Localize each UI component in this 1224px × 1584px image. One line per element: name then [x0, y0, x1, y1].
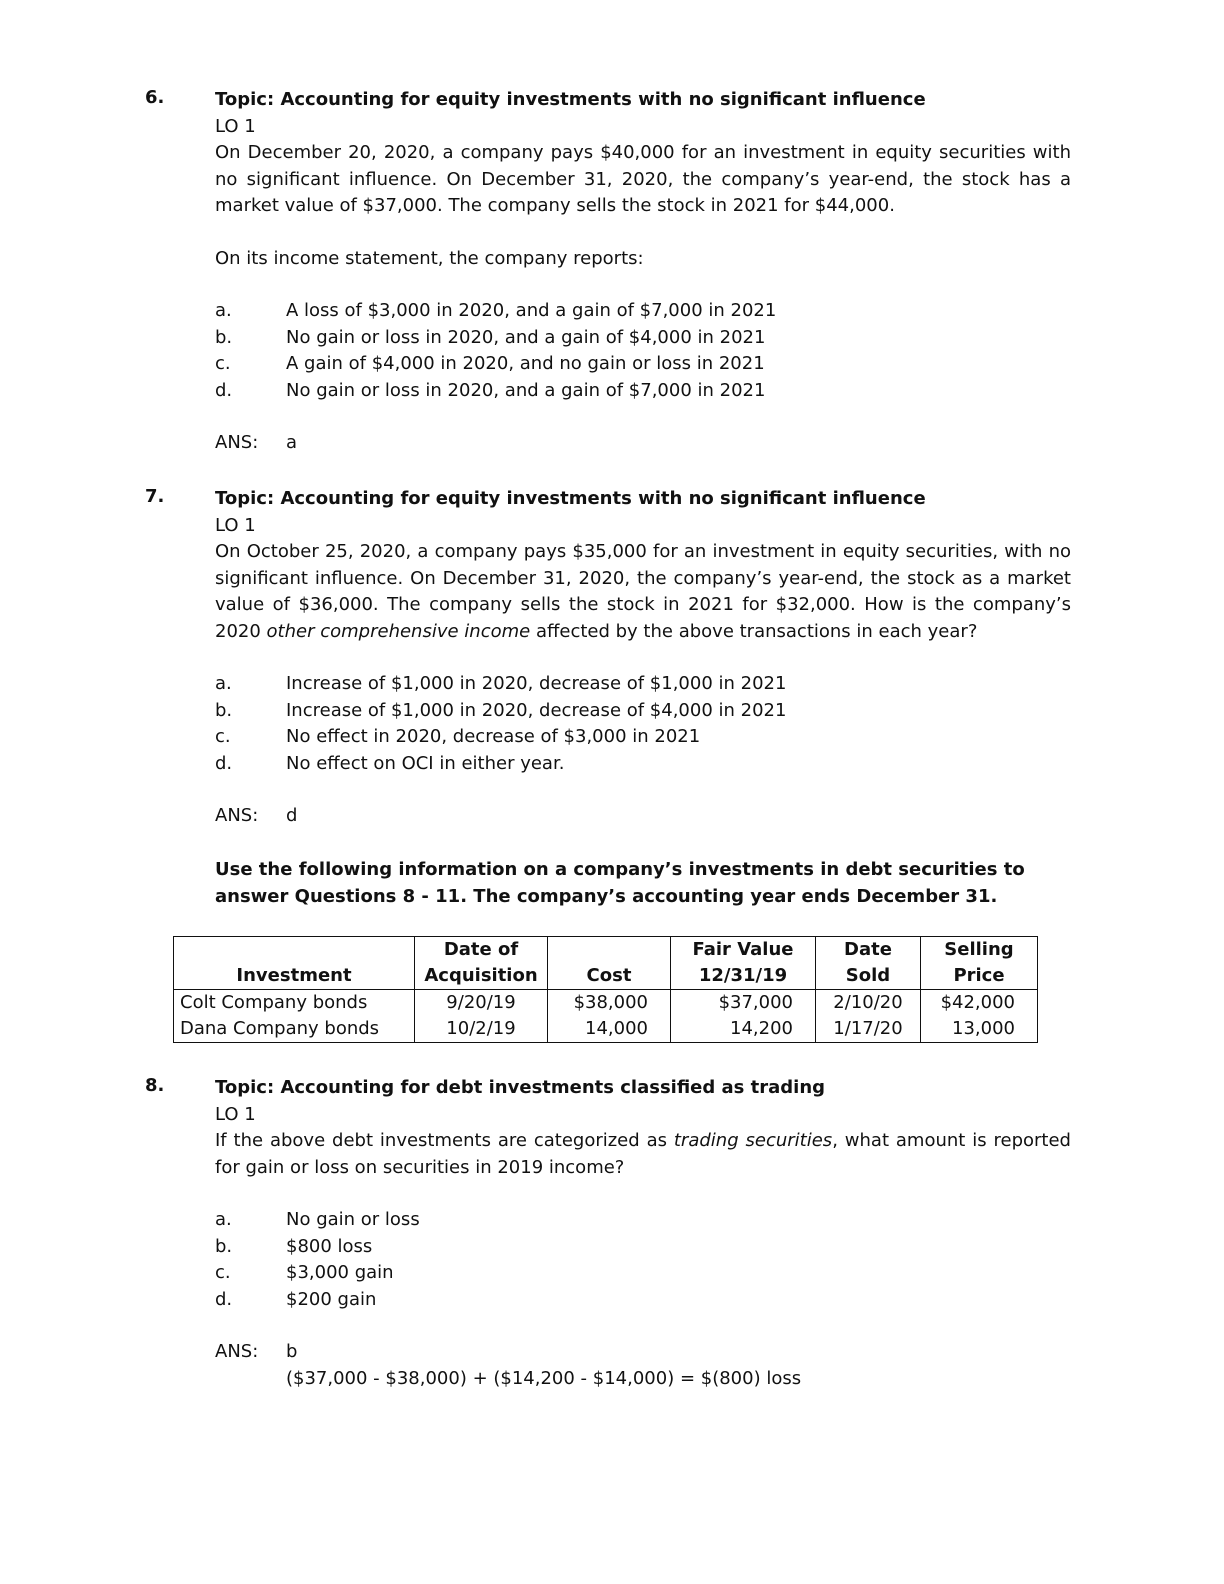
option-text: A gain of $4,000 in 2020, and no gain or loss in 2021 — [286, 353, 765, 374]
option-letter: d. — [215, 1288, 233, 1310]
option-text: No gain or loss in 2020, and a gain of $7,000 in 2021 — [286, 379, 766, 401]
option-letter: d. — [215, 379, 233, 401]
answer-label: ANS: — [215, 432, 259, 453]
option-d — [215, 378, 1071, 405]
option-d — [215, 751, 1071, 778]
option-letter: b. — [215, 326, 233, 348]
column-header: Date of Acquisition — [415, 937, 548, 990]
table-cell: 14,200 — [671, 1016, 816, 1043]
question-7 — [215, 486, 1071, 830]
option-text: No effect in 2020, decrease of $3,000 in 2021 — [286, 726, 701, 747]
option-c — [215, 724, 1071, 751]
answer — [215, 1339, 1071, 1366]
table-cell: 10/2/19 — [415, 1016, 548, 1043]
column-header: Investment — [174, 937, 415, 990]
question-topic: Topic: Accounting for equity investments with no significant influence — [215, 488, 926, 509]
question-paragraph: If the above debt investments are categorized as trading securities, what amount is reported for gain or loss on securities in 2019 income? — [215, 1130, 1071, 1178]
question-number: 6. — [145, 87, 165, 108]
question-paragraph: On October 25, 2020, a company pays $35,000 for an investment in equity securities, with no significant influence. On December 31, 2020, the company’s year-end, the stock as a market value of $36,000. The company sells the stock in 2021 for $32,000. How is the company’s 2020 other comprehensive income affected by the above transactions in each year? — [215, 541, 1071, 642]
option-text: $800 loss — [286, 1235, 373, 1257]
option-letter: b. — [215, 699, 233, 721]
table-cell: $38,000 — [548, 990, 671, 1017]
option-text: Increase of $1,000 in 2020, decrease of $1,000 in 2021 — [286, 673, 787, 694]
option-b — [215, 325, 1071, 352]
question-6 — [215, 87, 1071, 457]
option-text: $200 gain — [286, 1288, 377, 1310]
question-number: 8. — [145, 1075, 165, 1096]
option-b — [215, 1234, 1071, 1261]
option-text: $3,000 gain — [286, 1262, 394, 1283]
option-list — [215, 671, 1071, 777]
column-header: Cost — [548, 937, 671, 990]
option-text: No gain or loss — [286, 1209, 420, 1230]
table-cell: Colt Company bonds — [174, 990, 415, 1017]
emphasis-text: trading securities — [673, 1130, 833, 1151]
answer-detail: ($37,000 - $38,000) + ($14,200 - $14,000) = $(800) loss — [286, 1367, 802, 1389]
answer-value: d — [286, 805, 298, 826]
option-letter: b. — [215, 1235, 233, 1257]
option-c — [215, 1260, 1071, 1287]
option-text: A loss of $3,000 in 2020, and a gain of $7,000 in 2021 — [286, 300, 777, 321]
option-a — [215, 671, 1071, 698]
question-paragraph: On December 20, 2020, a company pays $40,000 for an investment in equity securities with no significant influence. On December 31, 2020, the company’s year-end, the stock has a market value of $37,000. The company sells the stock in 2021 for $44,000. — [215, 142, 1071, 216]
learning-objective: LO 1 — [215, 1103, 256, 1125]
option-letter: c. — [215, 1262, 231, 1283]
table-cell: Dana Company bonds — [174, 1016, 415, 1043]
option-a — [215, 1207, 1071, 1234]
question-number: 7. — [145, 486, 165, 507]
option-letter: a. — [215, 300, 232, 321]
answer-explanation — [215, 1366, 1071, 1393]
table-cell: $42,000 — [921, 990, 1038, 1017]
option-a — [215, 298, 1071, 325]
question-topic: Topic: Accounting for debt investments classified as trading — [215, 1077, 826, 1098]
table-cell: $37,000 — [671, 990, 816, 1017]
learning-objective: LO 1 — [215, 115, 256, 137]
question-prompt: On its income statement, the company reports: — [215, 247, 644, 269]
question-topic: Topic: Accounting for equity investments with no significant influence — [215, 89, 926, 110]
emphasis-text: other comprehensive income — [266, 620, 531, 642]
table-row — [174, 1016, 1038, 1043]
column-header: Fair Value 12/31/19 — [671, 937, 816, 990]
column-header: Selling Price — [921, 937, 1038, 990]
answer — [215, 430, 1071, 457]
table-row — [174, 990, 1038, 1017]
table-cell: 13,000 — [921, 1016, 1038, 1043]
option-text: Increase of $1,000 in 2020, decrease of $4,000 in 2021 — [286, 699, 787, 721]
option-letter: c. — [215, 726, 231, 747]
answer-label: ANS: — [215, 1341, 259, 1362]
learning-objective: LO 1 — [215, 514, 256, 536]
option-b — [215, 698, 1071, 725]
answer — [215, 803, 1071, 830]
question-8 — [215, 1075, 1071, 1392]
option-letter: d. — [215, 752, 233, 774]
table-cell: 9/20/19 — [415, 990, 548, 1017]
option-letter: a. — [215, 673, 232, 694]
option-list — [215, 1207, 1071, 1313]
table-cell: 1/17/20 — [816, 1016, 921, 1043]
option-letter: c. — [215, 353, 231, 374]
answer-value: b — [286, 1341, 298, 1362]
table-intro: Use the following information on a company’s investments in debt securities to answer Questions 8 - 11. The company’s accounting year ends December 31. — [215, 859, 1025, 907]
answer-value: a — [286, 432, 298, 453]
column-header: Date Sold — [816, 937, 921, 990]
option-list — [215, 298, 1071, 404]
table-header-row — [174, 937, 1038, 990]
option-text: No gain or loss in 2020, and a gain of $4,000 in 2021 — [286, 326, 766, 348]
option-text: No effect on OCI in either year. — [286, 752, 565, 774]
option-c — [215, 351, 1071, 378]
option-letter: a. — [215, 1209, 232, 1230]
investments-table — [173, 936, 1038, 1043]
answer-label: ANS: — [215, 805, 259, 826]
table-cell: 14,000 — [548, 1016, 671, 1043]
table-cell: 2/10/20 — [816, 990, 921, 1017]
option-d — [215, 1287, 1071, 1314]
